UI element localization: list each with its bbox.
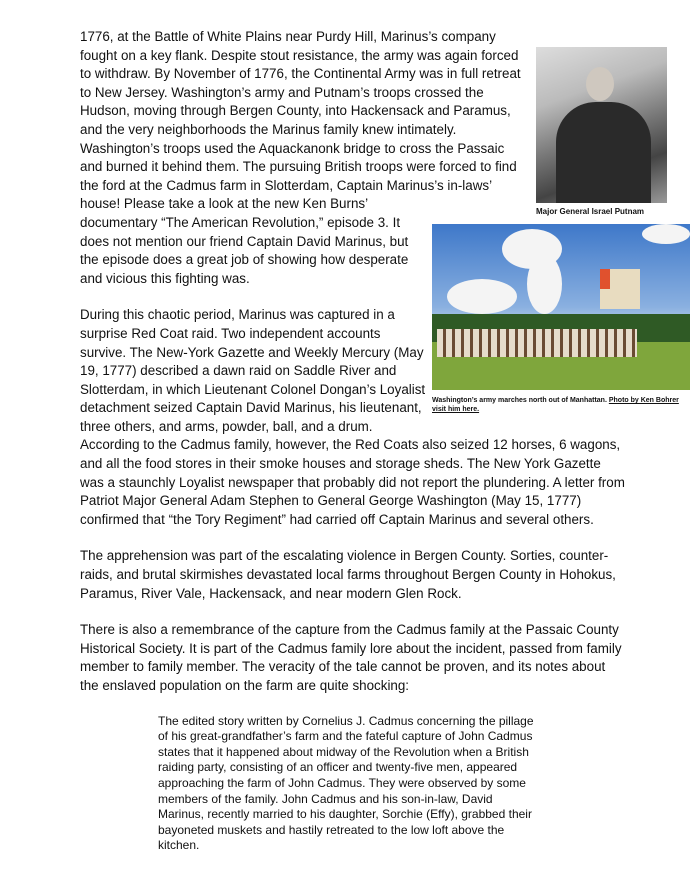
putnam-portrait-image: [536, 47, 667, 203]
paragraph: During this chaotic period, Marinus was captured in a surprise Red Coat raid. Two independent accounts survive. The New-York Gazette and Weekly Mercury (May 19, 1777) described a dawn raid on Saddle River and Slotterdam, in which Lieutenant Colonel Dongan’s Loyalist detachment seized Captain David Marinus, his lieutenant, three others, and arms, powder, ball, and a drum. According to the Cadmus family, however, the Red Coats also seized 12 horses, 6 wagons, and all the food stores in their smoke houses and storage sheds. The New York Gazette was a staunchly Loyalist newspaper that probably did not report the plundering. A letter from Patriot Major General Adam Stephen to General George Washington (May 15, 1777) confirmed that “the Tory Regiment” had carried off Captain Marinus and several others.: [80, 307, 625, 527]
paragraph: The apprehension was part of the escalating violence in Bergen County. Sorties, counter-raids, and brutal skirmishes devastated local farms throughout Bergen County in Hohokus, Paramus, River Vale, Hackensack, and near modern Glen Rock.: [80, 548, 616, 601]
block-quote: The edited story written by Cornelius J. Cadmus concerning the pillage of his great-grandfather’s farm and the fateful capture of John Cadmus states that it happened about midway of the Revolution when a British raiding party, consisting of an officer and twenty-five men, appeared approaching the farm of John Cadmus. They were observed by some members of the family. John Cadmus and his son-in-law, David Marinus, recently married to his daughter, Sorchie (Effy), grabbed their bayoneted muskets and hastily retreated to the low loft above the kitchen.: [158, 713, 534, 853]
army-march-photo: [432, 224, 690, 390]
paragraph: 1776, at the Battle of White Plains near Purdy Hill, Marinus’s company fought on a key flank. Despite stout resistance, the army was again forced to withdraw. By November of 1776, the Continental Army was in full retreat to New Jersey. Washington’s army and Putnam’s troops crossed the Hudson, moving through Bergen County, into Hackensack and Paramus, and the very neighborhoods the Marinus family knew intimately. Washington’s troops used the Aquackanonk bridge to cross the Passaic and burned it behind them. The pursuing British troops were forced to find the ford at the Cadmus farm in Slotterdam, Captain Marinus’s in-laws’ house! Please take a look at the new Ken Burns’ documentary “The American Revolution,” episode 3. It does not mention our friend Captain David Marinus, but the episode does a great job of showing how desperate and vicious this fighting was.: [80, 29, 521, 286]
photo-credit-link[interactable]: Photo by Ken Bohrer visit him here.: [432, 397, 679, 413]
putnam-caption: Major General Israel Putnam: [536, 207, 645, 216]
caption-text: Washington’s army marches north out of Manhattan.: [432, 397, 609, 404]
army-photo-caption: [432, 396, 692, 414]
paragraph: There is also a remembrance of the capture from the Cadmus family at the Passaic County Historical Society. It is part of the Cadmus family lore about the incident, passed from family member to family member. The veracity of the tale cannot be proven, and its notes about the enslaved population on the farm are quite shocking:: [80, 622, 622, 693]
